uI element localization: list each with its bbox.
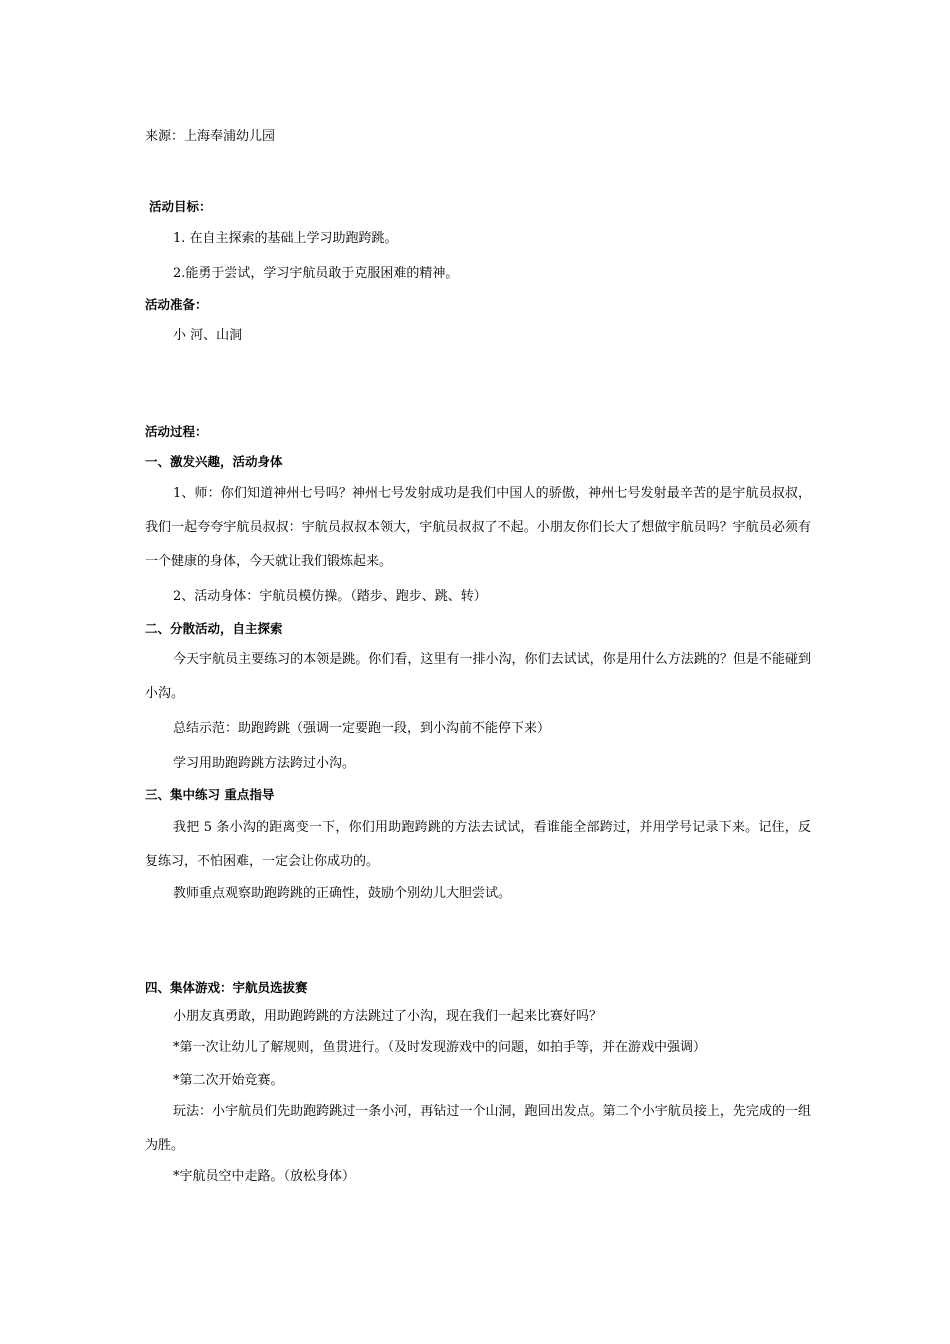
section-2-paragraph-2: 总结示范：助跑跨跳（强调一定要跑一段，到小沟前不能停下来） [173,721,551,736]
section-4-heading: 四、集体游戏：宇航员选拔赛 [145,980,308,995]
section-1-heading: 一、激发兴趣，活动身体 [145,454,283,469]
section-2-paragraph-1: 今天宇航员主要练习的本领是跳。你们看，这里有一排小沟，你们去试试，你是用什么方法跳的？但是不能碰到小沟。 [145,652,811,701]
section-4-paragraph-2: *第一次让幼儿了解规则，鱼贯进行。（及时发现游戏中的问题，如拍手等，并在游戏中强调） [173,1040,707,1055]
section-3-paragraph-1: 我把 5 条小沟的距离变一下，你们用助跑跨跳的方法去试试，看谁能全部跨过，并用学号记录下来。记住，反复练习，不怕困难，一定会让你成功的。 [145,820,811,869]
section-4-paragraph-4: 玩法：小宇航员们先助跑跨跳过一条小河，再钻过一个山洞，跑回出发点。第二个小宇航员接上，先完成的一组为胜。 [145,1104,811,1153]
section-3-paragraph-2: 教师重点观察助跑跨跳的正确性，鼓励个别幼儿大胆尝试。 [173,886,512,901]
process-heading: 活动过程： [145,424,208,439]
goals-heading: 活动目标： [149,199,212,214]
section-4-paragraph-5: *宇航员空中走路。（放松身体） [173,1169,356,1184]
section-1-paragraph-1: 1、师：你们知道神州七号吗？神州七号发射成功是我们中国人的骄傲，神州七号发射最辛苦的是宇航员叔叔，我们一起夸夸宇航员叔叔：宇航员叔叔本领大，宇航员叔叔了不起。小朋友你们长大了想做宇航员吗？宇航员必须有一个健康的身体，今天就让我们锻炼起来。 [145,486,811,569]
section-4-paragraph-1: 小朋友真勇敢，用助跑跨跳的方法跳过了小沟，现在我们一起来比赛好吗？ [173,1009,603,1024]
section-2-heading: 二、分散活动，自主探索 [145,621,283,636]
prep-heading: 活动准备： [145,297,208,312]
section-2-paragraph-3: 学习用助跑跨跳方法跨过小沟。 [173,756,356,771]
section-3-heading: 三、集中练习 重点指导 [145,787,275,802]
section-4-paragraph-3: *第二次开始竞赛。 [173,1073,284,1088]
goal-item-2: 2.能勇于尝试，学习宇航员敢于克服困难的精神。 [173,266,459,281]
goal-item-1: 1. 在自主探索的基础上学习助跑跨跳。 [173,231,398,246]
section-1-paragraph-2: 2、活动身体：宇航员模仿操。（踏步、跑步、跳、转） [173,589,487,604]
prep-text: 小 河、山洞 [173,328,243,343]
source-line: 来源：上海奉浦幼儿园 [145,129,276,144]
